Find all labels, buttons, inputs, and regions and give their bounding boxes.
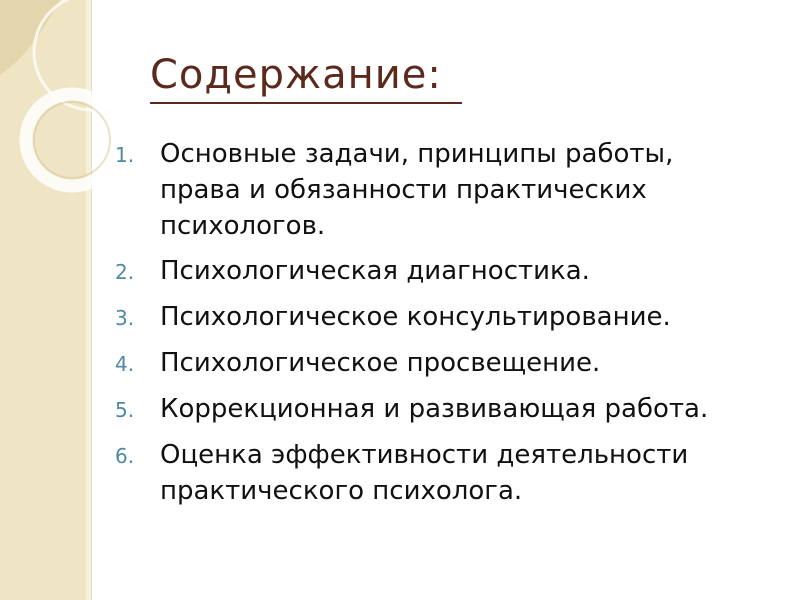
list-item-text: Психологическое консультирование. (160, 302, 671, 332)
list-item (115, 253, 755, 290)
list-item-number: 4. (115, 352, 135, 376)
list-item-number: 1. (115, 143, 135, 167)
list-item-number: 6. (115, 444, 135, 468)
decorative-circles-ornament (0, 0, 130, 210)
list-item (115, 345, 755, 382)
slide-title: Содержание: (150, 52, 442, 98)
list-item (115, 437, 755, 509)
list-item-text: Оценка эффективности деятельности практического психолога. (160, 440, 689, 506)
list-item-text: Основные задачи, принципы работы, права и обязанности практических психологов. (160, 139, 674, 241)
decorative-ring-inner (34, 102, 110, 178)
list-item (115, 136, 755, 244)
contents-list (115, 136, 755, 518)
list-item-number: 5. (115, 398, 135, 422)
list-item-number: 3. (115, 306, 135, 330)
list-item-text: Психологическое просвещение. (160, 348, 601, 378)
list-item-text: Коррекционная и развивающая работа. (160, 394, 709, 424)
list-item-number: 2. (115, 260, 135, 284)
list-item (115, 299, 755, 336)
list-item (115, 391, 755, 428)
title-underline (150, 102, 462, 104)
list-item-text: Психологическая диагностика. (160, 256, 590, 286)
